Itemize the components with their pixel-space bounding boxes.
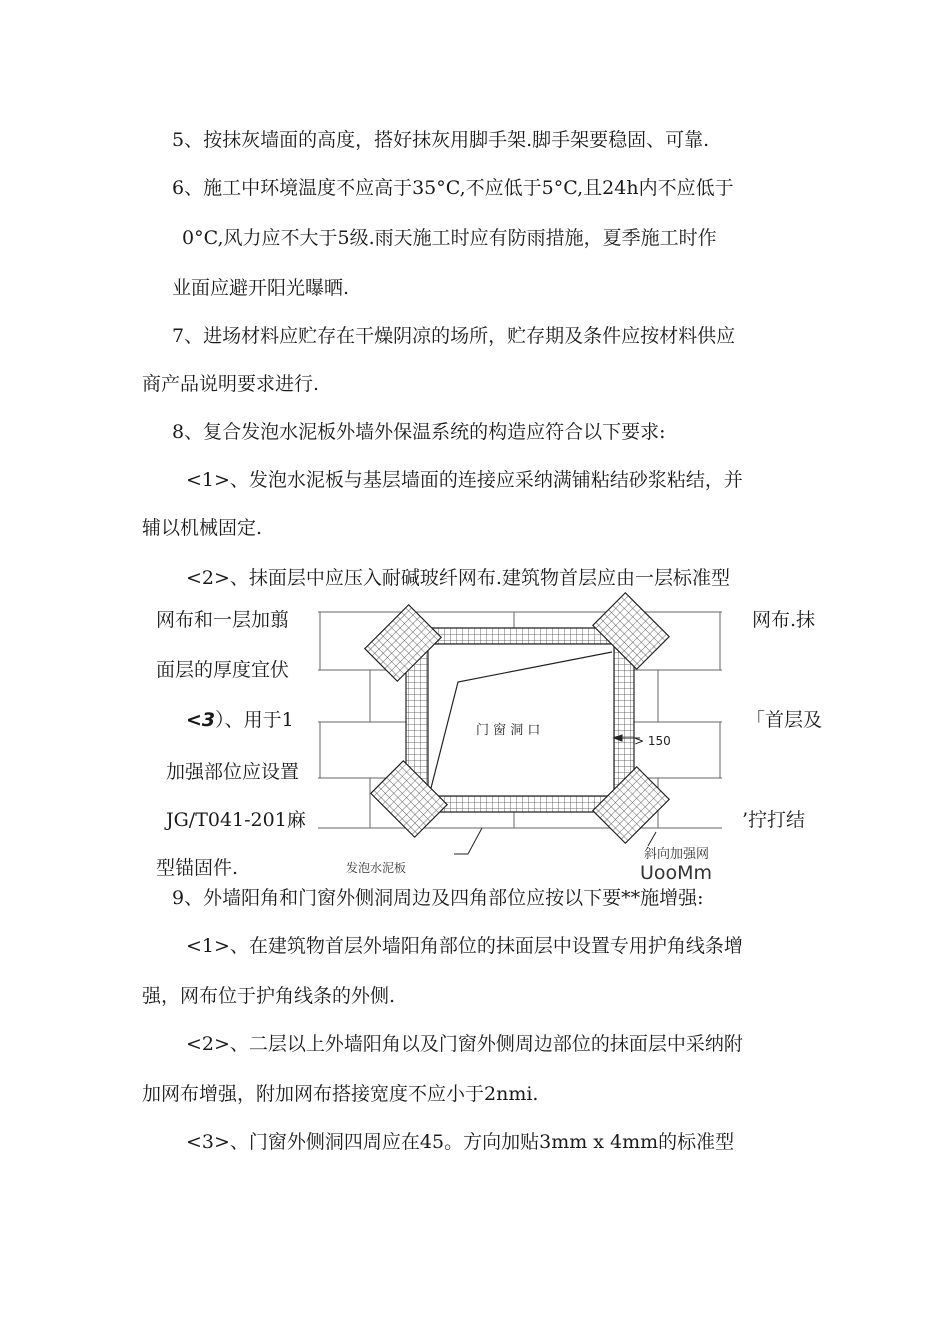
- paragraph-9: 9、外墙阳角和门窗外侧洞周边及四角部位应按以下要**施增强:: [172, 887, 704, 909]
- paragraph-8-1-line-1: <1>、发泡水泥板与基层墙面的连接应采纳满铺粘结砂浆粘结，并: [186, 469, 743, 491]
- board-label: 发泡水泥板: [346, 861, 407, 875]
- window-opening-reinforcement-diagram: [318, 592, 722, 882]
- side-right-line-3: ’拧打结: [742, 809, 806, 831]
- paragraph-8: 8、复合发泡水泥板外墙外保温系统的构造应符合以下要求:: [172, 421, 666, 443]
- side-right-line-1: 网布.抹: [752, 609, 816, 631]
- paragraph-8-2-line-1: <2>、抹面层中应压入耐碱玻纤网布.建筑物首层应由一层标准型: [186, 567, 730, 589]
- paragraph-7-line-1: 7、进场材料应贮存在干燥阴凉的场所，贮存期及条件应按材料供应: [172, 325, 736, 347]
- paragraph-9-3-line-1: <3>、门窗外侧洞四周应在45。方向加贴3mm x 4mm的标准型: [186, 1131, 735, 1153]
- garbled-label: UooMm: [640, 862, 713, 882]
- side-left-line-4: 加强部位应设置: [166, 761, 300, 783]
- side-left-line-1: 网布和一层加翦: [156, 609, 290, 631]
- side-left-line-3: [186, 708, 294, 732]
- dimension-label: > 150: [634, 734, 671, 748]
- paragraph-8-1-line-2: 辅以机械固定.: [142, 517, 263, 539]
- paragraph-6-line-2: 0°C,风力应不大于5级.雨天施工时应有防雨措施，夏季施工时作: [182, 227, 717, 249]
- paragraph-9-1-line-2: 强，网布位于护角线条的外侧.: [142, 985, 396, 1007]
- side-left-line-3-marker: <3: [186, 709, 216, 731]
- mesh-leader: [648, 832, 656, 846]
- board-leader: [454, 828, 482, 854]
- paragraph-6-line-1: 6、施工中环境温度不应高于35°C,不应低于5°C,且24h内不应低于: [172, 177, 734, 199]
- side-left-line-3-text: ）、用于1: [215, 709, 294, 731]
- paragraph-9-1-line-1: <1>、在建筑物首层外墙阳角部位的抹面层中设置专用护角线条增: [186, 935, 743, 957]
- paragraph-7-line-2: 商产品说明要求进行.: [142, 373, 320, 395]
- side-left-line-2: 面层的厚度宜伏: [156, 659, 290, 681]
- mesh-label: 斜向加强网: [644, 847, 710, 862]
- opening-label: 门 窗 洞 口: [476, 723, 541, 738]
- paragraph-9-2-line-1: <2>、二层以上外墙阳角以及门窗外侧周边部位的抹面层中采纳附: [186, 1033, 743, 1055]
- paragraph-9-2-line-2: 加网布增强，附加网布搭接宽度不应小于2nmi.: [142, 1083, 539, 1105]
- side-right-line-2: 「首层及: [746, 709, 823, 731]
- paragraph-5: 5、按抹灰墙面的高度，搭好抹灰用脚手架.脚手架要稳固、可靠.: [172, 129, 710, 151]
- side-left-line-5: JG/T041-201麻: [166, 809, 306, 831]
- opening: [428, 644, 614, 796]
- side-left-line-6: 型锚固件.: [156, 857, 239, 879]
- paragraph-6-line-3: 业面应避开阳光曝晒.: [172, 277, 350, 299]
